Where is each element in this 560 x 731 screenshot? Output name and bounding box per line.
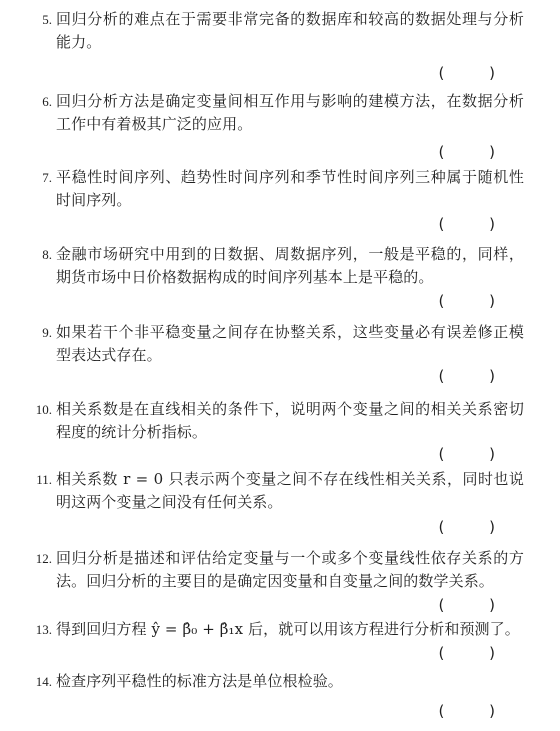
- answer-slot-5: ( ): [438, 64, 515, 82]
- question-10: [34, 398, 524, 444]
- answer-slot-12: ( ): [438, 596, 515, 614]
- question-number: 8.: [42, 247, 52, 262]
- question-text: 相关系数 r = 0 只表示两个变量之间不存在线性相关关系，同时也说明这两个变量之间没有任何关系。: [56, 470, 524, 511]
- question-row: [34, 243, 524, 289]
- question-number: 14.: [35, 674, 52, 689]
- question-6: [34, 90, 524, 136]
- question-7: [34, 166, 524, 212]
- question-text: 金融市场研究中用到的日数据、周数据序列，一般是平稳的，同样，期货市场中日价格数据构成的时间序列基本上是平稳的。: [56, 245, 524, 286]
- question-row: [34, 90, 524, 136]
- question-row: [34, 468, 524, 514]
- question-number: 11.: [36, 472, 52, 487]
- question-8: [34, 243, 524, 289]
- question-13: [34, 618, 524, 641]
- question-text: 回归分析方法是确定变量间相互作用与影响的建模方法，在数据分析工作中有着极其广泛的应用。: [56, 92, 524, 133]
- question-number: 10.: [35, 402, 52, 417]
- question-text: 回归分析是描述和评估给定变量与一个或多个变量线性依存关系的方法。回归分析的主要目的是确定因变量和自变量之间的数学关系。: [56, 549, 524, 590]
- question-9: [34, 321, 524, 367]
- question-number: 6.: [42, 94, 52, 109]
- question-text: 回归分析的难点在于需要非常完备的数据库和较高的数据处理与分析能力。: [56, 10, 524, 51]
- question-row: [34, 670, 524, 693]
- answer-slot-13: ( ): [438, 644, 515, 662]
- question-number: 9.: [42, 325, 52, 340]
- question-11: [34, 468, 524, 514]
- question-14: [34, 670, 524, 693]
- question-number: 7.: [42, 170, 52, 185]
- answer-slot-10: ( ): [438, 445, 515, 463]
- question-text: 相关系数是在直线相关的条件下，说明两个变量之间的相关关系密切程度的统计分析指标。: [56, 400, 524, 441]
- answer-slot-9: ( ): [438, 367, 515, 385]
- question-row: [34, 8, 524, 54]
- answer-slot-11: ( ): [438, 518, 515, 536]
- question-row: [34, 618, 524, 641]
- question-text: 检查序列平稳性的标准方法是单位根检验。: [56, 672, 343, 690]
- question-text: 得到回归方程 ŷ = β̂₀ + β̂₁x 后，就可以用该方程进行分析和预测了。: [56, 620, 520, 638]
- answer-slot-7: ( ): [438, 215, 515, 233]
- answer-slot-14: ( ): [438, 702, 515, 720]
- question-text: 如果若干个非平稳变量之间存在协整关系，这些变量必有误差修正模型表达式存在。: [56, 323, 524, 364]
- question-row: [34, 547, 524, 593]
- question-12: [34, 547, 524, 593]
- question-5: [34, 8, 524, 54]
- question-number: 5.: [42, 12, 52, 27]
- question-text: 平稳性时间序列、趋势性时间序列和季节性时间序列三种属于随机性时间序列。: [56, 168, 524, 209]
- question-number: 12.: [35, 551, 52, 566]
- question-row: [34, 166, 524, 212]
- question-row: [34, 321, 524, 367]
- question-row: [34, 398, 524, 444]
- question-number: 13.: [35, 622, 52, 637]
- answer-slot-6: ( ): [438, 143, 515, 161]
- answer-slot-8: ( ): [438, 292, 515, 310]
